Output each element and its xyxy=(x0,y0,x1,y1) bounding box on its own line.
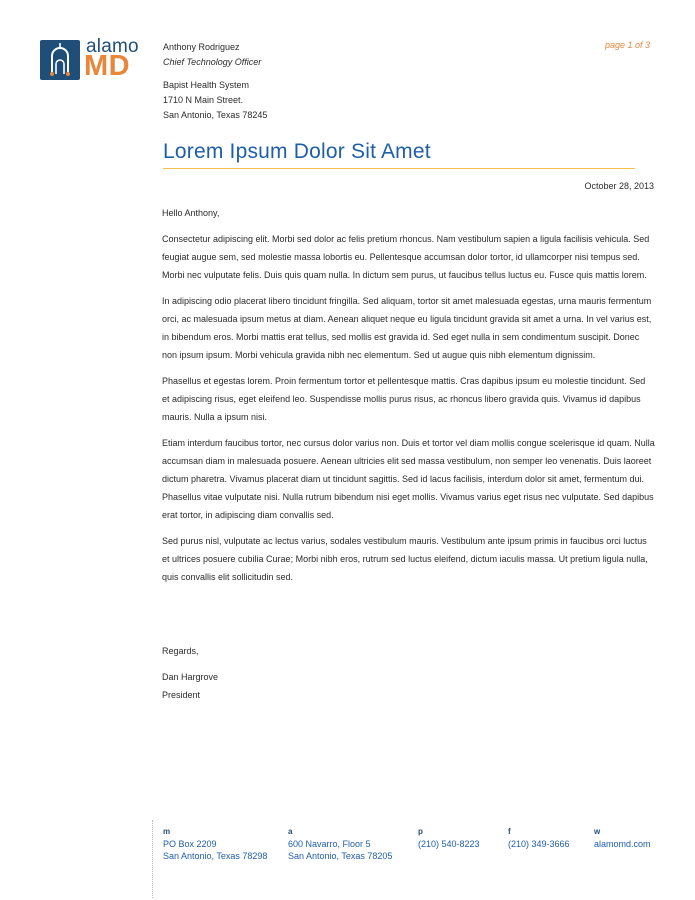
recipient-street: 1710 N Main Street. xyxy=(163,95,244,105)
footer-address-line1: 600 Navarro, Floor 5 xyxy=(288,839,371,849)
footer-mail-label: m xyxy=(163,827,171,836)
footer-phone-number[interactable]: (210) 540-8223 xyxy=(418,839,480,849)
heading-underline xyxy=(163,168,635,169)
recipient-title: Chief Technology Officer xyxy=(163,57,262,67)
logo-text-alamo: alamo xyxy=(86,36,139,57)
footer-web xyxy=(594,826,651,850)
footer-web-link[interactable]: alamomd.com xyxy=(594,839,651,849)
footer-fax-label: f xyxy=(508,827,511,836)
footer-mail xyxy=(163,826,267,862)
signer-name: Dan Hargrove xyxy=(162,672,219,682)
company-logo xyxy=(40,36,140,82)
signature-block xyxy=(162,642,218,704)
recipient-name: Anthony Rodriguez xyxy=(163,42,240,52)
footer-address-line2: San Antonio, Texas 78205 xyxy=(288,851,393,861)
footer-fax-number: (210) 349-3666 xyxy=(508,839,570,849)
footer-phone-label: p xyxy=(418,827,423,836)
body-paragraph: In adipiscing odio placerat libero tincidunt fringilla. Sed aliquam, tortor sit amet malesuada egestas, urna mauris fermentum orci, ac malesuada ipsum metus at diam. Aenean aliquet neque eu ligula tincidunt gravida sit amet a urna. In vel varius est, in bibendum eros. Morbi mattis erat tellus, sed mollis est gravida id. Sed eget nulla in sem condimentum suscipit. Donec non ipsum ipsum. Morbi vehicula gravida nibh nec elementum. Sed ut augue quis nibh elementum dignissim. xyxy=(162,296,652,360)
recipient-block xyxy=(163,40,267,123)
closing: Regards, xyxy=(162,646,199,656)
body-paragraph: Consectetur adipiscing elit. Morbi sed dolor ac felis pretium rhoncus. Nam vestibulum sapien a ligula facilisis vehicula. Sed feugiat augue sem, sed molestie massa lobortis eu. Pellentesque accumsan dolor tortor, id ullamcorper nisi tempus sed. Morbi nec vulputate felis. Duis quis quam nulla. In dictum sem purus, ut faucibus tellus luctus eu. Fusce quis mattis lorem. xyxy=(162,234,650,280)
recipient-org: Bapist Health System xyxy=(163,80,250,90)
footer-phone xyxy=(418,826,480,850)
signer-title: President xyxy=(162,690,201,700)
salutation: Hello Anthony, xyxy=(162,208,220,218)
letter-heading: Lorem Ipsum Dolor Sit Amet xyxy=(163,140,431,163)
logo-mark-icon xyxy=(40,40,80,80)
letter-date: October 28, 2013 xyxy=(584,181,654,191)
body-paragraph: Sed purus nisl, vulputate ac lectus varius, sodales vestibulum mauris. Vestibulum ante ipsum primis in faucibus orci luctus et ultrices posuere cubilia Curae; Morbi nibh eros, rutrum sed luctus eleifend, dictum iaculis massa. Ut pretium ligula nulla, quis convallis elit sollicitudin sed. xyxy=(162,536,648,582)
footer-address xyxy=(288,826,392,862)
footer-divider xyxy=(152,820,153,898)
page-indicator: page 1 of 3 xyxy=(604,40,650,50)
body-paragraph: Phasellus et egestas lorem. Proin fermentum tortor et pellentesque mattis. Cras dapibus ipsum eu molestie tincidunt. Sed et adipiscing risus, eget eleifend leo. Suspendisse mollis purus risus, ac rhoncus libero gravida quis. Vivamus id dapibus mauris. Nulla a ipsum nisi. xyxy=(162,376,646,422)
logo-text-md: MD xyxy=(84,50,131,82)
recipient-city: San Antonio, Texas 78245 xyxy=(163,110,268,120)
letter-body xyxy=(162,204,655,594)
footer-mail-line1: PO Box 2209 xyxy=(163,839,217,849)
footer-address-label: a xyxy=(288,827,293,836)
body-paragraph: Etiam interdum faucibus tortor, nec cursus dolor varius non. Duis et tortor vel diam mollis congue scelerisque id quam. Nulla accumsan diam in malesuada posuere. Aenean ultricies elit sed massa vestibulum, non semper leo venenatis. Duis laoreet dictum pharetra. Vivamus placerat diam ut tincidunt sagittis. Sed id lacus facilisis, interdum dolor sit amet, fermentum dui. Phasellus vitae vulputate nisi. Nulla rutrum bibendum nisi eget mollis. Vivamus varius eget risus nec vulputate. Sed dapibus erat tortor, in adipiscing diam convallis sed. xyxy=(162,438,655,520)
footer-fax xyxy=(508,826,570,850)
footer-mail-line2: San Antonio, Texas 78298 xyxy=(163,851,268,861)
footer-web-label: w xyxy=(594,827,601,836)
